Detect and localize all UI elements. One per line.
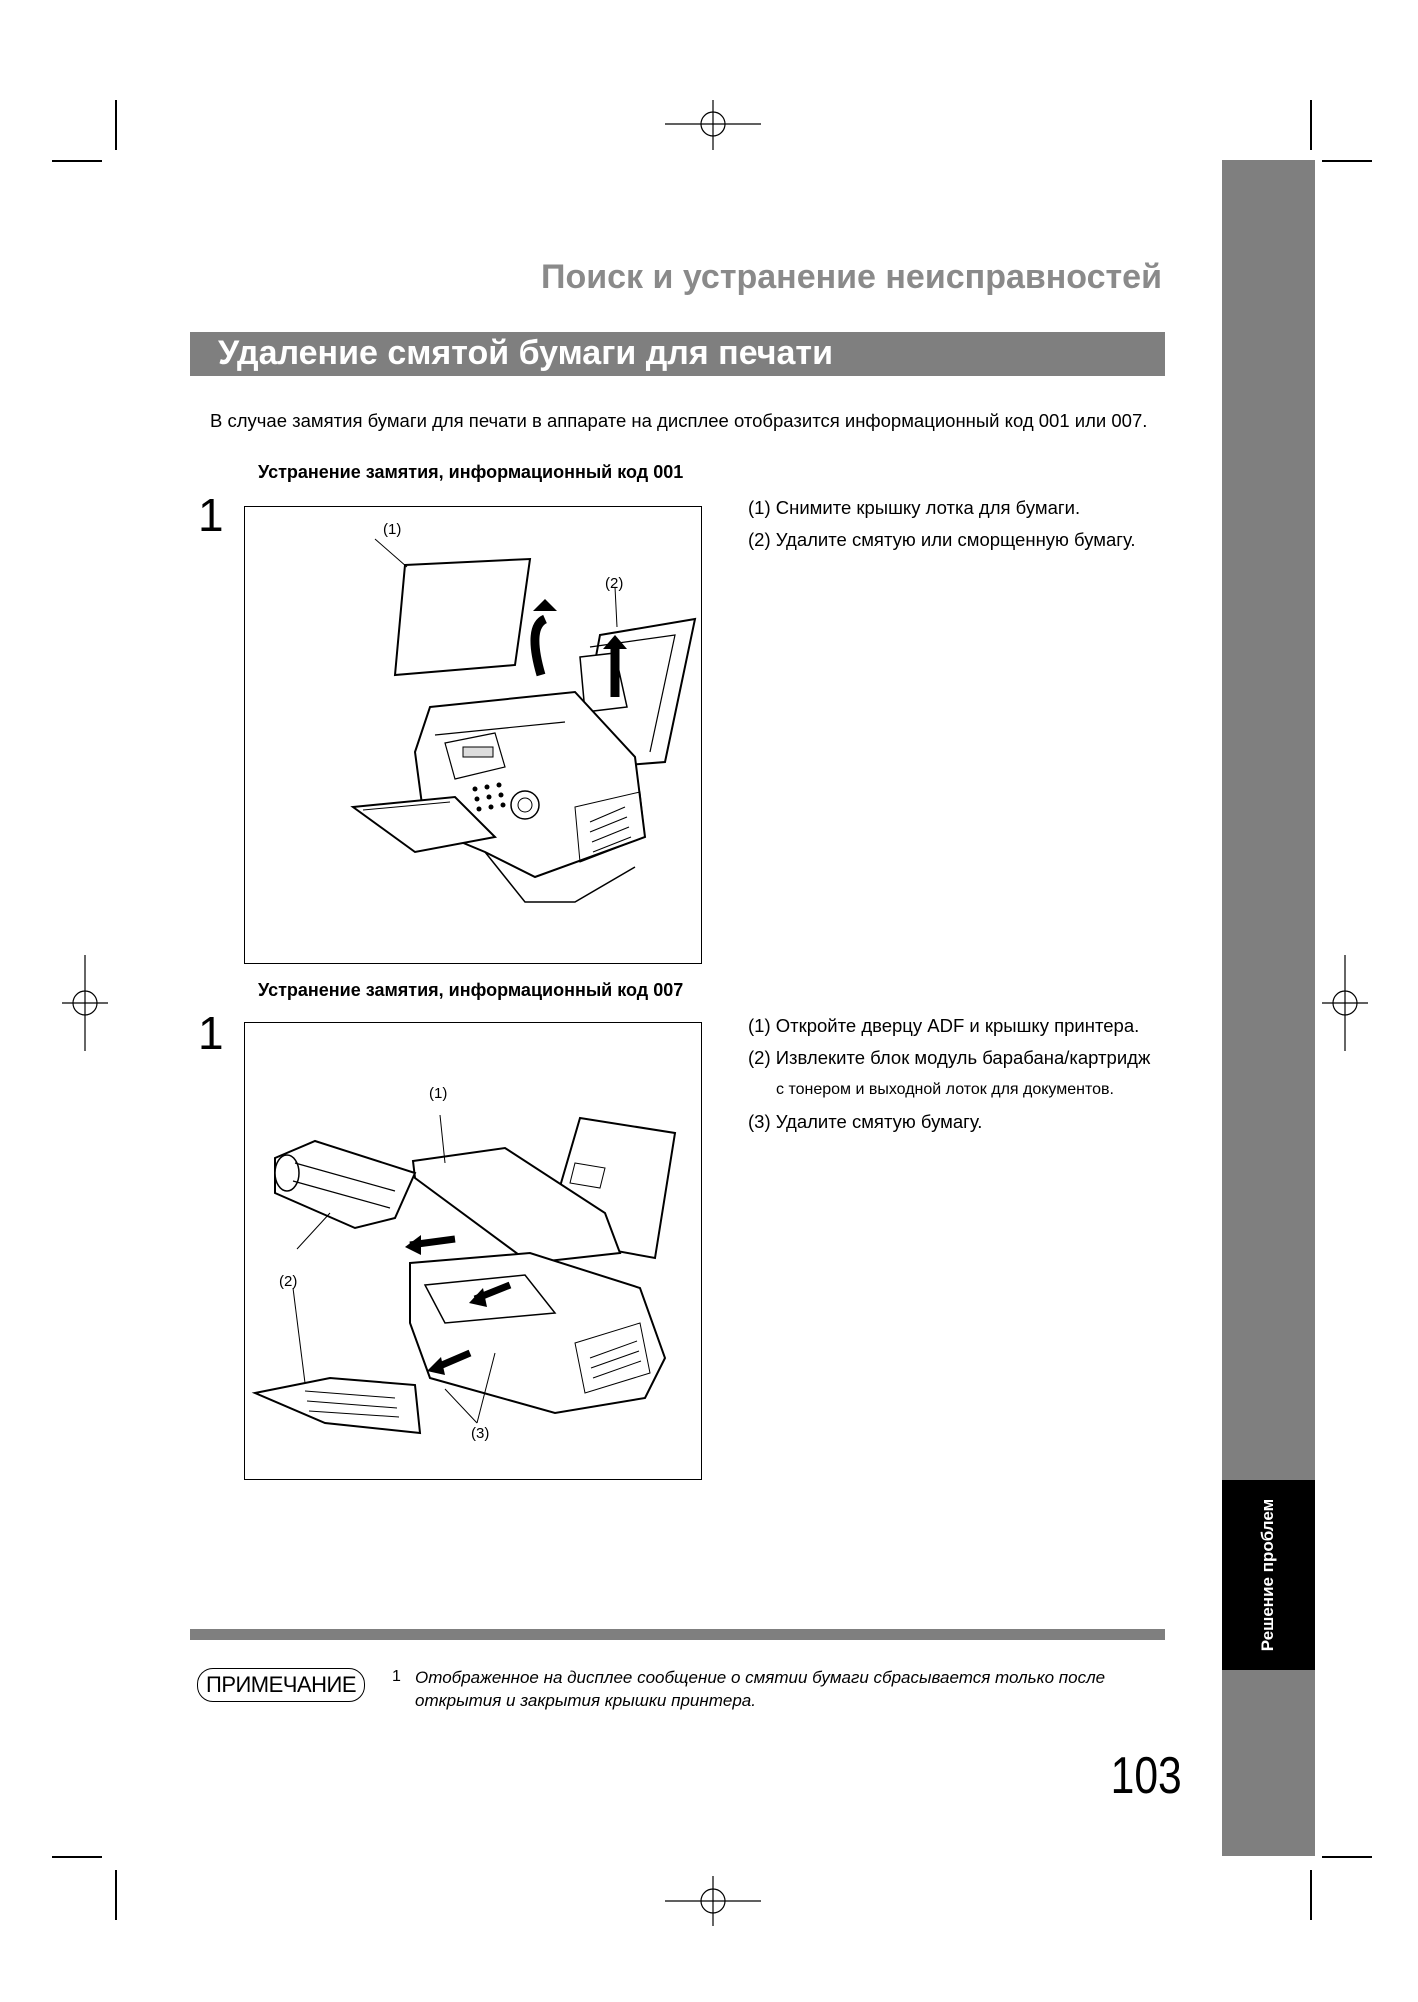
- crop-mark: [1310, 1870, 1312, 1920]
- procedure-heading-001: Устранение замятия, информационный код 001: [258, 462, 684, 482]
- figure-callout: (3): [471, 1425, 490, 1442]
- crop-mark: [115, 100, 117, 150]
- figure-remove-drum-unit: [244, 1022, 702, 1480]
- fax-machine-open-illustration: [245, 1023, 701, 1479]
- instructions-list: [748, 492, 1198, 556]
- registration-mark-icon: [62, 955, 108, 1051]
- instruction-item: (2) Удалите смятую или сморщенную бумагу.: [748, 529, 1136, 550]
- figure-callout: (2): [605, 575, 624, 592]
- step-number: 1: [198, 1007, 224, 1059]
- figure-callout: (1): [429, 1085, 448, 1102]
- sidebar-tab-label: Решение проблем: [1258, 1498, 1277, 1652]
- note-label: ПРИМЕЧАНИЕ: [197, 1668, 365, 1702]
- page-title-bar: [190, 332, 1165, 376]
- crop-mark: [1310, 100, 1312, 150]
- page-number: 103: [1110, 1747, 1182, 1805]
- figure-callout: (1): [383, 521, 402, 538]
- registration-mark-icon: [665, 100, 761, 150]
- footer-rule: [190, 1629, 1165, 1640]
- section-title: Поиск и устранение неисправностей: [541, 258, 1162, 296]
- instructions-list: [748, 1010, 1198, 1138]
- figure-remove-paper-tray-cover: [244, 506, 702, 964]
- step-number: 1: [198, 489, 224, 541]
- intro-paragraph: В случае замятия бумаги для печати в аппарате на дисплее отобразится информационный код 001 или 007.: [210, 410, 1148, 431]
- crop-mark: [1322, 1856, 1372, 1858]
- registration-mark-icon: [1322, 955, 1368, 1051]
- figure-callout: (2): [279, 1273, 298, 1290]
- instruction-item-continuation: с тонером и выходной лоток для документов.: [776, 1081, 1114, 1098]
- instruction-item: (2) Извлеките блок модуль барабана/картридж: [748, 1047, 1151, 1068]
- instruction-item: (3) Удалите смятую бумагу.: [748, 1111, 983, 1132]
- page-title: Удаление смятой бумаги для печати: [218, 334, 833, 372]
- registration-mark-icon: [665, 1876, 761, 1926]
- fax-machine-illustration: [245, 507, 701, 963]
- crop-mark: [1322, 160, 1372, 162]
- crop-mark: [115, 1870, 117, 1920]
- note-number: 1: [392, 1668, 401, 1685]
- procedure-heading-007: Устранение замятия, информационный код 007: [258, 980, 684, 1000]
- instruction-item: (1) Снимите крышку лотка для бумаги.: [748, 497, 1081, 518]
- instruction-item: (1) Откройте дверцу ADF и крышку принтера.: [748, 1015, 1140, 1036]
- crop-mark: [52, 1856, 102, 1858]
- note-text: Отображенное на дисплее сообщение о смятии бумаги сбрасывается только после открытия и закрытия крышки принтера.: [415, 1668, 1106, 1710]
- crop-mark: [52, 160, 102, 162]
